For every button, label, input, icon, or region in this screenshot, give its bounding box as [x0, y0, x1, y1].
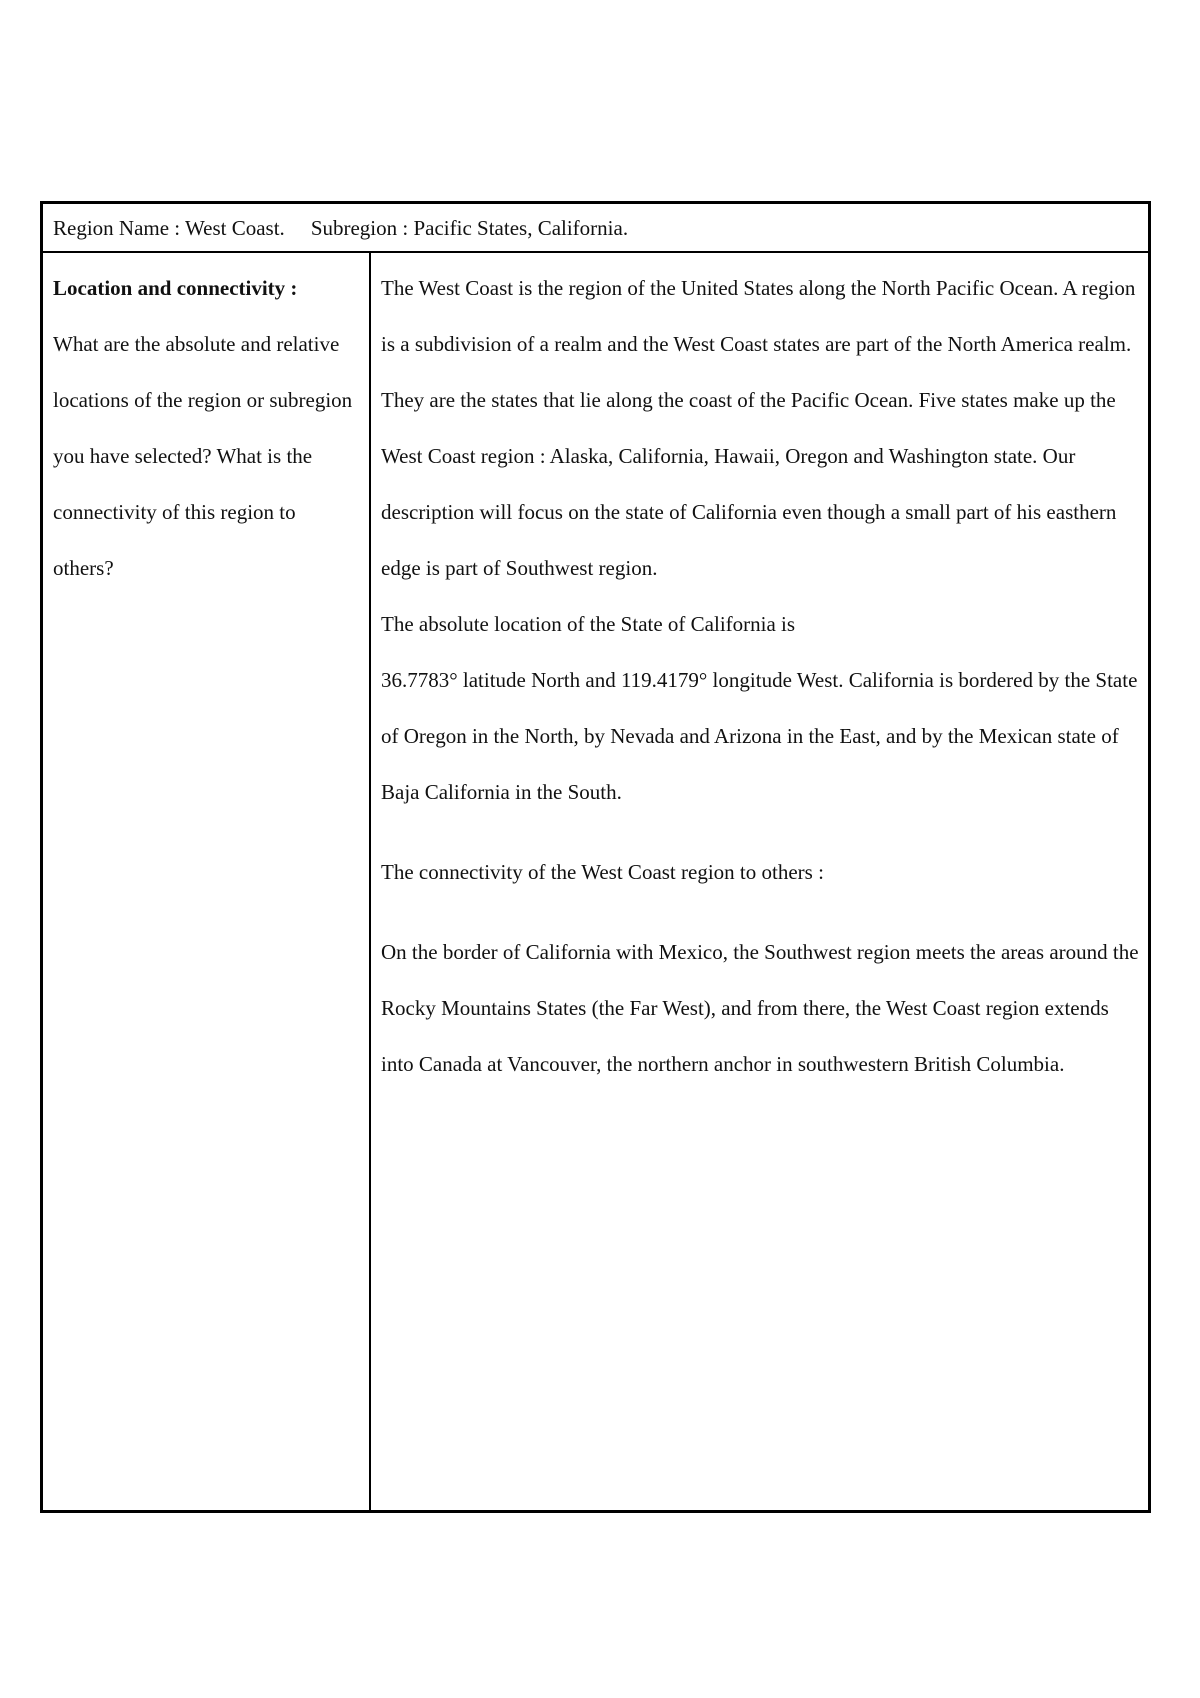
answer-cell	[371, 253, 1148, 1510]
header-row	[43, 204, 1148, 253]
question-cell	[43, 253, 371, 1510]
answer-paragraph-connectivity-heading: The connectivity of the West Coast region to others :	[381, 860, 824, 884]
region-name: Region Name : West Coast.	[53, 216, 285, 240]
answer-paragraph-coordinates: 36.7783° latitude North and 119.4179° longitude West. California is bordered by the State of Oregon in the North, by Nevada and Arizona in the East, and by the Mexican state of Baja California in the South.	[381, 668, 1138, 804]
answer-paragraph-connectivity: On the border of California with Mexico, the Southwest region meets the areas around the Rocky Mountains States (the Far West), and from there, the West Coast region extends into Canada at Vancouver, the northern anchor in southwestern British Columbia.	[381, 940, 1139, 1076]
document-table	[40, 201, 1151, 1513]
answer-paragraph-intro: The West Coast is the region of the United States along the North Pacific Ocean. A region is a subdivision of a realm and the West Coast states are part of the North America realm. They are the states that lie along the coast of the Pacific Ocean. Five states make up the West Coast region : Alaska, California, Hawaii, Oregon and Washington state. Our description will focus on the state of California even though a small part of his easthern edge is part of Southwest region.	[381, 276, 1136, 580]
section-heading: Location and connectivity :	[53, 276, 298, 300]
answer-paragraph-absolute-location: The absolute location of the State of California is	[381, 612, 796, 636]
question-text: What are the absolute and relative locations of the region or subregion you have selected? What is the connectivity of this region to others?	[53, 332, 353, 580]
subregion-name: Subregion : Pacific States, California.	[310, 216, 629, 240]
